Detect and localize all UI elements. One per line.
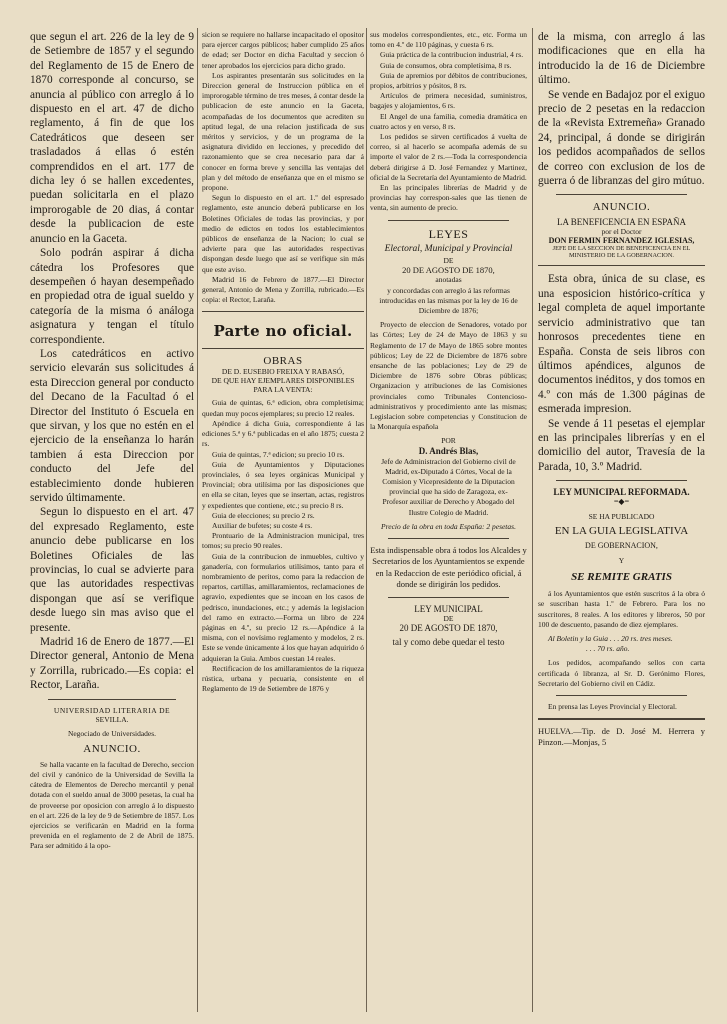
list-item: Prontuario de la Administracion municipal, tres tomos; su precio 90 reales. — [202, 531, 364, 551]
paragraph: que segun el art. 226 de la ley de 9 de Setiembre de 1857 y el segundo del Reglamento de 15 de Enero de 1870 corresponde al concurso, se anuncia al público con arreglo á lo dispuesto en el art. 47 de dicho reglamento, á fin de que los Catedráticos que deseen ser trasladados á ellas ó estén comprendidos en el art. 177 de dicha ley ó se hallen excedentes, puedan solicitarla en el plazo improrogable de 20 dias, á contar desde la publicacion de este anuncio en la Gaceta. — [30, 31, 194, 245]
divider — [556, 695, 687, 696]
heading-por-el: por el Doctor — [601, 227, 642, 237]
paragraph: de la misma, con arreglo á las modificaciones que en ella ha introducido la de 16 de Diciembre último. — [538, 31, 705, 87]
divider — [556, 480, 687, 481]
imprint: HUELVA.—Tip. de D. José M. Herrera y Pinzon.—Monjas, 5 — [538, 726, 705, 748]
column-divider — [197, 28, 198, 1012]
price: Precio de la obra en toda España: 2 pesetas. — [381, 521, 516, 531]
paragraph: y concordadas con arreglo á las reformas introducidas en las mismas por la ley de 16 de Diciembre de 1876; — [379, 285, 518, 316]
heading-se-ha-publicado: SE HA PUBLICADO — [588, 512, 655, 522]
paragraph: Esta indispensable obra á todos los Alcaldes y Secretarios de los Ayuntamientos se expende en la Redaccion de este periódico oficial, á donde se dirigirán los pedidos. — [370, 544, 527, 590]
author-name: D. Andrés Blas, — [418, 445, 479, 456]
paragraph: Proyecto de eleccion de Senadores, votado por las Córtes; Ley de 24 de Mayo de 1863 y su Reglamento de 17 de Mayo de 1865 sobre montes públicos; Ley de 22 de Diciembre de 1876 sobre ensanche de las poblaciones; Ley de 29 de Diciembre de 1876 sobre Obras públicas; Organizacion y atribuciones de las Comisiones provinciales como Tribunales Contencioso-administrativos y procedimiento ante las mismas; Legislacion sobre competencias y Constitucion de la Monarquía española — [370, 320, 527, 432]
author-credentials: Jefe de Administracion del Gobierno civil de Madrid, ex-Diputado á Córtes, Vocal de la Comision y Vicepresidente de la Diputacion provincial que ha sido de Zaragoza, ex-Profesor auxiliar de Derecho y Abogado del Ilustre Colegio de Madrid. — [381, 456, 516, 517]
heading-author: DE D. EUSEBIO FREIXA Y RABASÓ, — [221, 367, 345, 377]
heading-fecha: 20 DE AGOSTO DE 1870, — [402, 264, 495, 275]
list-item: Apéndice á dicha Guia, correspondiente á las ediciones 5.ª y 6.ª publicadas en el año 1875; cuesta 2 rs. — [202, 418, 364, 449]
list-item: Guia de quintas, 6.ª edicion, obra completísima; quedan muy pocos ejemplares; su precio 12 reales. — [202, 398, 364, 418]
list-item: Guia de quintas, 7.ª edicion; su precio 10 rs. — [212, 449, 345, 459]
paragraph: Los pedidos, acompañando sellos con carta certificada ó libranza, al Sr. D. Gerónimo Flores, Secretario del Gobierno civil en Cádiz. — [538, 658, 705, 688]
heading-electoral: Electoral, Municipal y Provincial — [384, 243, 513, 254]
paragraph: Se vende á 11 pesetas el ejemplar en las principales librerías y en el domicilio del autor, Travesía de la Parada, 10, 3.º Madrid. — [538, 417, 705, 473]
list-item: Guia de apremios por débitos de contribuciones, propios, arbitrios y pósitos, 8 rs. — [370, 70, 527, 91]
heading-ley-municipal: LEY MUNICIPAL — [414, 603, 483, 614]
price-line: . . . 70 rs. año. — [586, 644, 630, 654]
paragraph: En las principales librerías de Madrid y de provincias hay correspon-sales que las tienen de venta, sin aumento de precio. — [370, 183, 527, 213]
column-divider — [532, 28, 533, 1012]
column-1 — [30, 30, 194, 1010]
column-2 — [202, 30, 364, 1010]
list-item: Guia de elecciones; su precio 2 rs. — [212, 510, 315, 520]
paragraph: Los aspirantes presentarán sus solicitudes en la Direccion general de Instruccion pública en el improrogable término de tres meses, á contar desde la publicacion de este anuncio en la Gaceta, acompañadas de los documentos que acrediten su aptitud legal, de una relacion justificada de sus méritos y servicios, y de un programa de la asignatura dividido en lecciones, y precedido del razonamiento que se crea necesario para dar á conocer en forma breve y sencilla las ventajas del plan y del método de enseñanza que en el mismo se propone. — [202, 70, 364, 193]
heading-y: Y — [618, 556, 625, 566]
section-heading: Parte no oficial. — [213, 322, 353, 341]
list-item: sus modelos correspondientes, etc., etc. Forma un tomo en 4.º de 110 páginas, y cuesta 6 rs. — [370, 30, 527, 50]
heading-disponibles: DE QUE HAY EJEMPLARES DISPONIBLES PARA LA VENTA: — [211, 376, 355, 395]
heading-guia: EN LA GUIA LEGISLATIVA — [554, 525, 689, 538]
column-4 — [538, 30, 705, 1010]
paragraph: Los catedráticos en activo servicio elevarán sus solicitudes á esta Direccion general por conducto del Decano de la Facultad ó el Director del Instituto ó Escuela en que sirvan, y los que no estén en el ejercicio de la enseñanza lo harán tambien á esta Direccion por conducto del Jefe del establecimiento donde hubieren servido últimamente. — [30, 347, 194, 504]
list-item: Rectificacion de los amillaramientos de la riqueza rústica, urbana y pecuaria, consistente en el Reglamento de 19 de Setiembre de 1876 y — [202, 663, 364, 694]
paragraph: Segun lo dispuesto en el art. 47 del expresado Reglamento, este anuncio debe publicarse en los Boletines Oficiales de las provincias, lo cual se advierte para que las autoridades respectivas dispongan que así se verifique desde luego sin mas aviso que el presente. — [30, 506, 194, 634]
ornament: =◆= — [613, 497, 630, 507]
list-item: Guia de consumos, obra completísima, 8 rs. — [380, 60, 512, 70]
heading-por: POR — [441, 435, 456, 445]
signature-paragraph: Madrid 16 de Febrero de 1877.—El Director general, Antonio de Mena y Zorrilla, rubricado.—Es copia: el Rector, Laraña. — [202, 274, 364, 305]
column-divider — [366, 28, 367, 1012]
divider — [202, 348, 364, 349]
paragraph: Segun lo dispuesto en el art. 1.º del espresado reglamento, este anuncio deberá publicarse en los Boletines Oficiales de todas las provincias, y por medio de edictos en todos los establecimientos públicos de enseñanza de la Nacion; lo cual se advierte para que las autoridades respectivas dispongan desde luego que así se verifique sin más que este aviso. — [202, 193, 364, 274]
heading-anuncio: ANUNCIO. — [592, 201, 651, 214]
paragraph: En prensa las Leyes Provincial y Electoral. — [548, 701, 677, 711]
list-item: Auxiliar de bufetes; su coste 4 rs. — [212, 520, 313, 530]
heading-gobernacion: DE GOBERNACION, — [585, 541, 658, 551]
list-item: Guia de la contribucion de inmuebles, cultivo y ganadería, con formularios utilísimos, tanto para el nombramiento de peritos, como para la redaccion de repartos, cartillas, amillaramientos, reclamaciones de agravio, expedientes que se incoan en los casos de pedrisco, inundaciones, etc.; y además la legislacion del ramo en extracto.—Forma un libro de 224 páginas en 4.º, su precio 12 rs.—Apéndice á la misma, con el novísimo reglamento y modelos, 2 rs. Este se vende únicamente á los que hayan adquirido ó adquieran la Guia. Ambos cuestan 14 reales. — [202, 551, 364, 663]
paragraph: sicion se requiere no hallarse incapacitado el opositor para ejercer cargos públicos; haber cumplido 25 años de edad; ser Doctor en dicha Facultad y seccion ó tener aprobados los ejercicios para dicho grado. — [202, 30, 364, 70]
divider — [388, 220, 509, 221]
divider — [556, 194, 687, 195]
heading-de: DE — [443, 613, 454, 623]
paragraph: Solo podrán aspirar á dicha cátedra los Profesores que desempeñen ó hayan desempeñado en propiedad otra de igual sueldo y categoría de la misma ó análoga asignatura y tengan el título correspondiente. — [30, 247, 194, 346]
heading-obras: OBRAS — [263, 355, 303, 368]
heading-beneficencia: LA BENEFICENCIA EN ESPAÑA — [557, 217, 686, 228]
paragraph: Se halla vacante en la facultad de Derecho, seccion del civil y canónico de la Universidad de Sevilla la cátedra de Elementos de Derecho mercantil y penal dotada con el sueldo anual de 3000 pesetas, la cual ha de proveerse por oposicion con arreglo á lo dispuesto en el art. 226 de la ley de 9 de Setiembre de 1857. Los ejercicios se verificarán en Madrid en la forma prevenida en el reglamento de 2 de Abril de 1875. Para ser admitido á la opo- — [30, 759, 194, 851]
divider — [538, 718, 705, 720]
list-item: Guia práctica de la contribucion industrial, 4 rs. — [380, 50, 524, 60]
heading-ley-reformada: LEY MUNICIPAL REFORMADA. — [553, 487, 690, 498]
paragraph: á los Ayuntamientos que estén suscritos á la obra ó se suscriban hasta 1.º de Febrero. Para los no suscritores, 8 reales. A los editores y libreros, 50 por 100 de descuento, pasando de diez ejemplares. — [538, 589, 705, 629]
heading-leyes: LEYES — [428, 226, 469, 241]
list-item: Artículos de primera necesidad, suministros, bagajes y alojamientos, 6 rs. — [370, 91, 527, 111]
divider — [538, 265, 705, 266]
heading-city: SEVILLA. — [95, 714, 129, 724]
list-item: Guia de Ayuntamientos y Diputaciones provinciales, ó sea leyes orgánicas Municipal y Provincial; obra utilísima por las disposiciones que en ella se citan, leyes que se insertan, actas, registros y expedientes que contiene, etc.; su precio 8 rs. — [202, 459, 364, 510]
paragraph: tal y como debe quedar el testo — [392, 636, 505, 647]
heading-negociado: Negociado de Universidades. — [67, 728, 157, 738]
paragraph: Esta obra, única de su clase, es una esposicion histórico-crítica y legal completa de aquel importante servicio administrativo que tan honrosos precedentes tiene en España. Consta de seis libros con últimos apéndices, algunos de documentos inéditos, y dos tomos en 4.º con más de 1.300 páginas de esmerada impresion. — [538, 273, 705, 416]
heading-anotadas: anotadas — [435, 274, 462, 284]
column-3 — [370, 30, 527, 1010]
signature-paragraph: Madrid 16 de Enero de 1877.—El Director general, Antonio de Mena y Zorrilla, rubricado.—Es copia: el Rector, Laraña. — [30, 636, 194, 692]
heading-university: UNIVERSIDAD LITERARIA DE — [53, 705, 171, 715]
divider — [202, 311, 364, 312]
divider — [388, 538, 509, 539]
heading-de: DE — [443, 255, 454, 265]
paragraph: Los pedidos se sirven certificados á vuelta de correo, si al hacerlo se acompaña además de su importe el valor de 2 rs.—Toda la correspondencia deberá dirigirse á D. José Fernandez y Martinez, oficial de la Secretaría del Ayuntamiento de Madrid. — [370, 132, 527, 182]
author-credentials: JEFE DE LA SECCION DE BENEFICENCIA EN EL MINISTERIO DE LA GOBERNACION. — [552, 245, 691, 260]
heading-gratis: SE REMITE GRATIS — [571, 571, 672, 584]
author-name: DON FERMIN FERNANDEZ IGLESIAS, — [548, 236, 695, 246]
paragraph: Se vende en Badajoz por el exiguo precio de 2 pesetas en la redaccion de la «Revista Extremeña» Granado 24, principal, á donde se dirigirán los pedidos acompañados de sellos de correo con exclusion de los de guerra ó de libranzas del giro mútuo. — [538, 88, 705, 188]
heading-anuncio: ANUNCIO. — [83, 742, 141, 755]
heading-fecha: 20 DE AGOSTO DE 1870, — [399, 622, 498, 633]
divider — [388, 597, 509, 598]
divider — [48, 699, 176, 700]
price-line: Al Boletin y la Guia . . . 20 rs. tres meses. — [548, 633, 673, 643]
list-item: El Angel de una familia, comedia dramática en cuatro actos y en verso, 8 rs. — [370, 111, 527, 131]
